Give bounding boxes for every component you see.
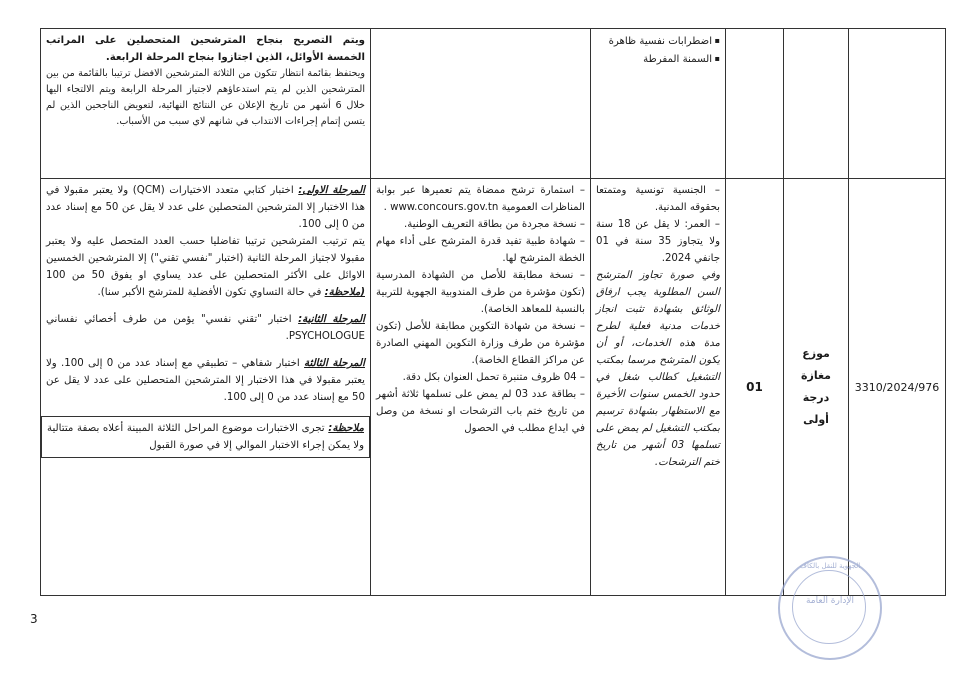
stage-1-ranking [46, 233, 365, 301]
post-title: موزع مغازة درجة أولى [784, 179, 849, 596]
condition-item: – العمر: لا يقل عن 18 سنة ولا يتجاوز 35 سنة في 01 جانفي 2024. [596, 216, 720, 267]
count-cell-empty [726, 29, 784, 179]
stage-3 [46, 355, 365, 406]
stage-2-label: المرحلة الثانية: [298, 314, 365, 325]
page-number: 3 [30, 612, 38, 626]
spacer [46, 301, 365, 311]
stage-1-label: المرحلة الاولى: [298, 185, 366, 196]
document-item: – استمارة ترشح ممضاة يتم تعميرها عبر بوابة المناظرات العمومية www.concours.gov.tn . [376, 182, 585, 216]
document-item: – شهادة طبية تفيد قدرة المترشح على أداء مهام الخطة المترشح لها. [376, 233, 585, 267]
post-count: 01 [726, 179, 784, 596]
document-item: – بطاقة عدد 03 لم يمض على تسلمها ثلاثة أشهر من تاريخ ختم باب الترشحات او نسخة من وصل في ايداع مطلب في الحصول [376, 386, 585, 437]
procedure-paragraph: ويتم التصريح بنجاح المترشحين المتحصلين على المراتب الخمسة الأوائل، الذين اجتازوا بنجاح المرحلة الرابعة. [46, 35, 365, 63]
stage-3-text: اختبار شفاهي – تطبيقي مع إسناد عدد من 0 إلى 100. ولا يعتبر مقبولا في هذا الاختبار إلا المترشحين المتحصلين على عدد لا يقل عن 50 مع إسناد عدد من 0 إلى 100. [46, 358, 365, 403]
conditions-cell [591, 29, 726, 179]
stage-1-note-text: في حالة التساوي تكون الأفضلية للمترشح الأكبر سنا). [97, 287, 322, 298]
final-note-label: ملاحظة: [328, 423, 364, 434]
final-note-text: تجرى الاختبارات موضوع المراحل الثلاثة المبينة أعلاه بصفة متتالية ولا يمكن إجراء الاختبار الموالي إلا في صورة القبول [47, 423, 364, 451]
official-stamp [778, 556, 882, 660]
stamp-ring-text: الجهوية للنقل بالكاف [799, 562, 861, 570]
stage-2-text: اختبار "تقني نفسي" يؤمن من طرف أخصائي نفساني PSYCHOLOGUE. [46, 314, 365, 342]
procedure-cell [41, 179, 371, 596]
table-row [41, 179, 946, 596]
condition-item: – الجنسية تونسية ومتمتعا بحقوقه المدنية. [596, 182, 720, 216]
stage-1-text: اختبار كتابي متعدد الاختيارات (QCM) ولا يعتبر مقبولا في هذا الاختبار إلا المترشحين المتحصلين على عدد لا يقل عن 50 مع إسناد عدد من 0 إلى 100. [46, 185, 365, 230]
condition-bullet: ▪ السمنة المفرطة [596, 50, 720, 68]
procedure-paragraph: ويحتفظ بقائمة انتظار تتكون من الثلاثة المترشحين الافضل ترتيبا بالقائمة من بين المترشحين الذين لم يتم استدعاؤهم لاجتياز المرحلة الرابعة ويتم الالتجاء اليها خلال 6 أشهر من تاريخ الإعلان عن النتائج النهائية، لتعويض الناجحين الذين لم يتسن إتمام إجراءات الانتداب في شانهم لاي سبب من الأسباب. [46, 68, 365, 127]
stamp-inner-circle [792, 570, 866, 644]
conditions-cell [591, 179, 726, 596]
document-item: – نسخة مجردة من بطاقة التعريف الوطنية. [376, 216, 585, 233]
condition-bullet: ▪ اضطرابات نفسية ظاهرة [596, 32, 720, 50]
table-row [41, 29, 946, 179]
spacer [46, 406, 365, 416]
stage-1 [46, 182, 365, 233]
document-item: – نسخة مطابقة للأصل من الشهادة المدرسية (تكون مؤشرة من طرف المندوبية الجهوية للتربية بالنسبة للمعاهد الخاصة). [376, 267, 585, 318]
documents-cell [371, 179, 591, 596]
age-exception-text: وفي صورة تجاوز المترشح السن المطلوبة يجب ارفاق الوثائق بشهادة تثبت انجاز خدمات مدنية فعلية لطرح مدة هذه الخدمات، أو أن يكون المترشح مرسما بمكتب التشغيل كطالب شغل في حدود الخمس سنوات الأخيرة مع الاستظهار بشهادة ترسيم بمكتب التشغيل لم يمض على تسلمها 03 أشهر من تاريخ ختم الترشحات. [596, 270, 720, 468]
documents-cell-empty [371, 29, 591, 179]
stamp-center-text: الإدارة العامة [805, 596, 855, 606]
recruitment-table [40, 28, 946, 596]
procedure-cell [41, 29, 371, 179]
stage-2 [46, 311, 365, 345]
final-note-box [41, 416, 370, 458]
stage-1-ranking-text: يتم ترتيب المترشحين ترتيبا تفاضليا حسب العدد المتحصل عليه ولا يعتبر مقبولا لاجتياز المرحلة الثانية (اختبار "نفسي تقني") إلا المترشحين الخمسين الاوائل على الأكثر المتحصلين على عدد يساوي او يفوق 50 من 100 [46, 236, 365, 281]
spacer [46, 345, 365, 355]
document-item: – 04 ظروف متنبرة تحمل العنوان بكل دقة. [376, 369, 585, 386]
stage-1-note-label: (ملاحظة: [324, 287, 365, 298]
stage-3-label: المرحلة الثالثة [304, 358, 365, 369]
post-cell-empty [784, 29, 849, 179]
reference-cell-empty [849, 29, 946, 179]
document-item: – نسخة من شهادة التكوين مطابقة للأصل (تكون مؤشرة من طرف وزارة التكوين المهني الصادرة عن مراكز القطاع الخاصة). [376, 318, 585, 369]
reference-number: 3310/2024/976 [849, 179, 946, 596]
